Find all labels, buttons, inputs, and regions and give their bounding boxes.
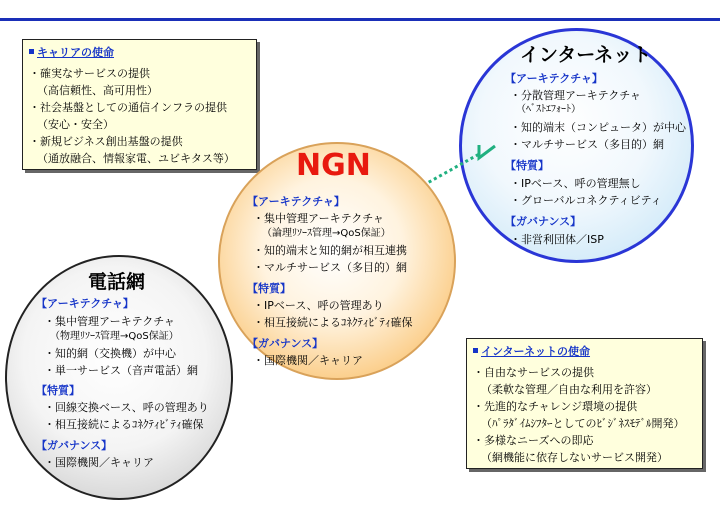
career-item: ・社会基盤としての通信インフラの提供 bbox=[29, 101, 227, 114]
ngn-feature-heading: 【特質】 bbox=[247, 282, 291, 295]
internet-arch-heading: 【アーキテクチャ】 bbox=[505, 72, 603, 85]
ngn-feature-item: ・相互接続によるｺﾈｸﾃｨﾋﾞﾃｨ確保 bbox=[253, 316, 413, 329]
internet-title: インターネット bbox=[520, 44, 652, 66]
internet-governance-item: ・非営利団体／ISP bbox=[510, 233, 604, 246]
telephone-arch-item: ・知的網（交換機）が中心 bbox=[44, 347, 176, 360]
internet-mission-heading: インターネットの使命 bbox=[481, 345, 591, 358]
telephone-feature-item: ・相互接続によるｺﾈｸﾃｨﾋﾞﾃｨ確保 bbox=[44, 418, 204, 431]
telephone-feature-heading: 【特質】 bbox=[36, 384, 80, 397]
career-item: ・新規ビジネス創出基盤の提供 bbox=[29, 135, 183, 148]
internet-mission-note: （ﾊﾟﾗﾀﾞｲﾑｼﾌﾀｰとしてのﾋﾞｼﾞﾈｽﾓﾃﾞﾙ開発） bbox=[481, 417, 685, 430]
internet-mission-note: （網機能に依存しないサービス開発） bbox=[481, 451, 668, 464]
ngn-arch-item: ・集中管理アーキテクチャ bbox=[253, 212, 384, 225]
telephone-arch-note: （物理ﾘｿｰｽ管理→QoS保証） bbox=[50, 331, 179, 342]
career-mission-heading: キャリアの使命 bbox=[37, 46, 114, 59]
internet-feature-item: ・グローバルコネクティビティ bbox=[510, 194, 662, 207]
telephone-arch-heading: 【アーキテクチャ】 bbox=[36, 297, 134, 310]
internet-arch-item: ・分散管理アーキテクチャ bbox=[510, 89, 641, 102]
career-item: ・確実なサービスの提供 bbox=[29, 67, 150, 80]
ngn-governance-heading: 【ガバナンス】 bbox=[247, 337, 324, 350]
top-rule bbox=[0, 18, 720, 21]
square-bullet-icon bbox=[29, 49, 34, 54]
telephone-arch-item: ・単一サービス（音声電話）網 bbox=[44, 364, 198, 377]
telephone-title: 電話網 bbox=[88, 271, 146, 293]
internet-mission-box bbox=[466, 338, 703, 469]
career-item-note: （通放融合、情報家電、ユビキタス等） bbox=[37, 152, 235, 165]
telephone-governance-heading: 【ガバナンス】 bbox=[36, 439, 113, 452]
square-bullet-icon bbox=[473, 348, 478, 353]
internet-mission-item: ・自由なサービスの提供 bbox=[473, 366, 594, 379]
internet-mission-item: ・先進的なチャレンジ環境の提供 bbox=[473, 400, 638, 413]
career-item-note: （安心・安全） bbox=[37, 118, 114, 131]
telephone-arch-item: ・集中管理アーキテクチャ bbox=[44, 315, 175, 328]
ngn-arch-item: ・マルチサービス（多目的）網 bbox=[253, 261, 407, 274]
ngn-arch-item: ・知的端末と知的網が相互連携 bbox=[253, 244, 407, 257]
telephone-governance-item: ・国際機関／キャリア bbox=[44, 456, 154, 469]
ngn-title: NGN bbox=[296, 148, 371, 183]
ngn-arch-note: （論理ﾘｿｰｽ管理→QoS保証） bbox=[262, 228, 391, 239]
career-mission-box bbox=[22, 39, 257, 170]
telephone-feature-item: ・回線交換ベース、呼の管理あり bbox=[44, 401, 209, 414]
internet-arch-note: （ﾍﾞｽﾄｴﾌｫｰﾄ） bbox=[516, 104, 581, 115]
internet-arch-item: ・マルチサービス（多目的）網 bbox=[510, 138, 664, 151]
internet-mission-note: （柔軟な管理／自由な利用を許容） bbox=[481, 383, 657, 396]
internet-governance-heading: 【ガバナンス】 bbox=[505, 215, 582, 228]
ngn-feature-item: ・IPベース、呼の管理あり bbox=[253, 299, 384, 312]
ngn-arch-heading: 【アーキテクチャ】 bbox=[247, 195, 345, 208]
internet-mission-item: ・多様なニーズへの即応 bbox=[473, 434, 594, 447]
internet-arch-item: ・知的端末（コンピュータ）が中心 bbox=[510, 121, 686, 134]
internet-feature-item: ・IPベース、呼の管理無し bbox=[510, 177, 641, 190]
ngn-governance-item: ・国際機関／キャリア bbox=[253, 354, 363, 367]
internet-feature-heading: 【特質】 bbox=[505, 159, 549, 172]
career-item-note: （高信頼性、高可用性） bbox=[37, 84, 158, 97]
